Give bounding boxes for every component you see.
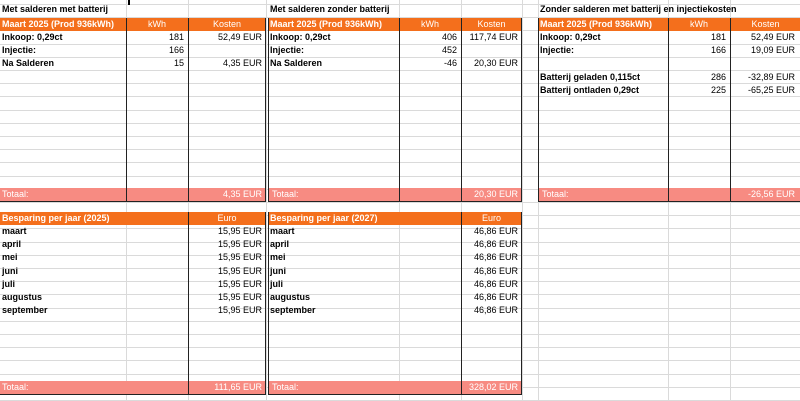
section3-cell: -32,89 EUR xyxy=(747,72,795,82)
gridline xyxy=(0,334,800,335)
section3-cell: Injectie: xyxy=(540,45,575,55)
savings1-cell: 15,95 EUR xyxy=(217,252,262,262)
gridline xyxy=(0,281,800,282)
savings1-border xyxy=(188,212,189,394)
savings1-border xyxy=(265,212,266,394)
savings2-cell: september xyxy=(270,305,316,315)
section3-cell: 19,09 EUR xyxy=(750,45,795,55)
gridline xyxy=(0,308,800,309)
gridline xyxy=(0,123,800,124)
savings1-total-value: 111,65 EUR xyxy=(214,382,262,392)
gridline xyxy=(0,228,800,229)
gridline xyxy=(266,0,267,401)
section2-border xyxy=(268,18,269,201)
section1-title: Met salderen met batterij xyxy=(2,4,109,14)
savings1-total-label: Totaal: xyxy=(2,382,29,392)
savings1-cell: april xyxy=(2,239,22,249)
section2-header-kosten: Kosten xyxy=(477,19,506,29)
section2-cell: 406 xyxy=(441,32,457,42)
savings2-cell: augustus xyxy=(270,292,311,302)
section3-title: Zonder salderen met batterij en injectiekosten xyxy=(540,4,737,14)
section1-cell: Injectie: xyxy=(2,45,37,55)
savings2-total-value: 328,02 EUR xyxy=(468,382,518,392)
section1-border xyxy=(188,18,189,201)
savings2-header-label: Besparing per jaar (2027) xyxy=(270,213,378,223)
savings2-cell: april xyxy=(270,239,290,249)
section3-cell: 166 xyxy=(710,45,726,55)
gridline xyxy=(0,149,800,150)
section1-cell: 181 xyxy=(168,32,184,42)
section2-border xyxy=(461,18,462,201)
savings2-cell: juli xyxy=(270,279,283,289)
gridline xyxy=(0,202,800,203)
savings2-border xyxy=(521,212,522,394)
savings2-border xyxy=(268,212,269,394)
section1-border xyxy=(126,18,127,201)
section2-cell: -46 xyxy=(443,58,457,68)
section1-border xyxy=(265,18,266,201)
gridline xyxy=(0,374,800,375)
section2-total-value: 20,30 EUR xyxy=(473,189,518,199)
section3-header-kwh: kWh xyxy=(690,19,708,29)
gridline xyxy=(0,321,800,322)
section3-border xyxy=(730,18,731,201)
savings2-cell: 46,86 EUR xyxy=(473,226,518,236)
gridline xyxy=(0,294,800,295)
savings1-header-label: Besparing per jaar (2025) xyxy=(2,213,110,223)
savings2-border xyxy=(268,394,522,395)
savings1-cell: juli xyxy=(2,279,15,289)
savings1-cell: 15,95 EUR xyxy=(217,226,262,236)
gridline xyxy=(0,255,800,256)
section3-border xyxy=(668,18,669,201)
section2-border xyxy=(399,18,400,201)
cell-cursor xyxy=(128,0,130,5)
section2-cell: Inkoop: 0,29ct xyxy=(270,32,331,42)
section1-border xyxy=(0,201,266,202)
gridline xyxy=(522,0,523,401)
gridline xyxy=(0,162,800,163)
savings1-cell: juni xyxy=(2,266,18,276)
section3-cell: 52,49 EUR xyxy=(750,32,795,42)
savings2-cell: 46,86 EUR xyxy=(473,239,518,249)
section3-border xyxy=(538,201,800,202)
savings2-cell: mei xyxy=(270,252,286,262)
gridline xyxy=(0,176,800,177)
savings2-header-euro: Euro xyxy=(481,213,501,223)
section2-total-label: Totaal: xyxy=(272,189,299,199)
section3-header-kosten: Kosten xyxy=(751,19,780,29)
gridline xyxy=(0,110,800,111)
savings1-cell: 15,95 EUR xyxy=(217,266,262,276)
section3-cell: 286 xyxy=(710,72,726,82)
gridline xyxy=(0,268,800,269)
section3-total-value: -26,56 EUR xyxy=(747,189,795,199)
section2-header-label: Maart 2025 (Prod 936kWh) xyxy=(270,19,383,29)
gridline xyxy=(0,136,800,137)
section3-border xyxy=(538,18,539,201)
savings1-cell: 15,95 EUR xyxy=(217,239,262,249)
section3-header-label: Maart 2025 (Prod 936kWh) xyxy=(540,19,653,29)
savings1-cell: 15,95 EUR xyxy=(217,279,262,289)
section3-cell: 181 xyxy=(710,32,726,42)
savings1-cell: maart xyxy=(2,226,27,236)
savings1-cell: september xyxy=(2,305,48,315)
section1-cell: 166 xyxy=(168,45,184,55)
section1-cell: 52,49 EUR xyxy=(217,32,262,42)
section1-cell: Na Salderen xyxy=(2,58,55,68)
section1-total-label: Totaal: xyxy=(2,189,29,199)
section1-cell: 15 xyxy=(173,58,184,68)
section3-cell: 225 xyxy=(710,85,726,95)
section1-header-label: Maart 2025 (Prod 936kWh) xyxy=(2,19,115,29)
savings1-cell: augustus xyxy=(2,292,43,302)
section1-header-kwh: kWh xyxy=(148,19,166,29)
savings1-cell: 15,95 EUR xyxy=(217,292,262,302)
section3-cell: -65,25 EUR xyxy=(747,85,795,95)
section2-cell: 117,74 EUR xyxy=(469,32,518,42)
savings2-cell: 46,86 EUR xyxy=(473,266,518,276)
section1-total-value: 4,35 EUR xyxy=(222,189,262,199)
section2-cell: Na Salderen xyxy=(270,58,323,68)
section2-border xyxy=(268,201,522,202)
savings2-total-label: Totaal: xyxy=(272,382,299,392)
section2-border xyxy=(521,18,522,201)
savings2-cell: 46,86 EUR xyxy=(473,292,518,302)
savings2-border xyxy=(461,212,462,394)
section2-cell: Injectie: xyxy=(270,45,305,55)
section3-cell: Inkoop: 0,29ct xyxy=(540,32,601,42)
section2-title: Met salderen zonder batterij xyxy=(270,4,390,14)
gridline xyxy=(0,242,800,243)
savings1-cell: 15,95 EUR xyxy=(217,305,262,315)
savings1-cell: mei xyxy=(2,252,18,262)
section3-cell: Batterij ontladen 0,29ct xyxy=(540,85,640,95)
savings2-cell: 46,86 EUR xyxy=(473,305,518,315)
savings1-border xyxy=(0,394,266,395)
section2-cell: 20,30 EUR xyxy=(473,58,518,68)
section3-cell: Batterij geladen 0,115ct xyxy=(540,72,641,82)
gridline xyxy=(0,347,800,348)
section3-total-label: Totaal: xyxy=(542,189,569,199)
section1-header-kosten: Kosten xyxy=(212,19,242,29)
section2-header-kwh: kWh xyxy=(421,19,439,29)
section1-cell: 4,35 EUR xyxy=(222,58,262,68)
section2-cell: 452 xyxy=(441,45,457,55)
savings2-cell: maart xyxy=(270,226,295,236)
savings1-header-euro: Euro xyxy=(217,213,237,223)
gridline xyxy=(0,360,800,361)
savings2-cell: juni xyxy=(270,266,286,276)
savings2-cell: 46,86 EUR xyxy=(473,252,518,262)
section1-cell: Inkoop: 0,29ct xyxy=(2,32,63,42)
savings2-cell: 46,86 EUR xyxy=(473,279,518,289)
